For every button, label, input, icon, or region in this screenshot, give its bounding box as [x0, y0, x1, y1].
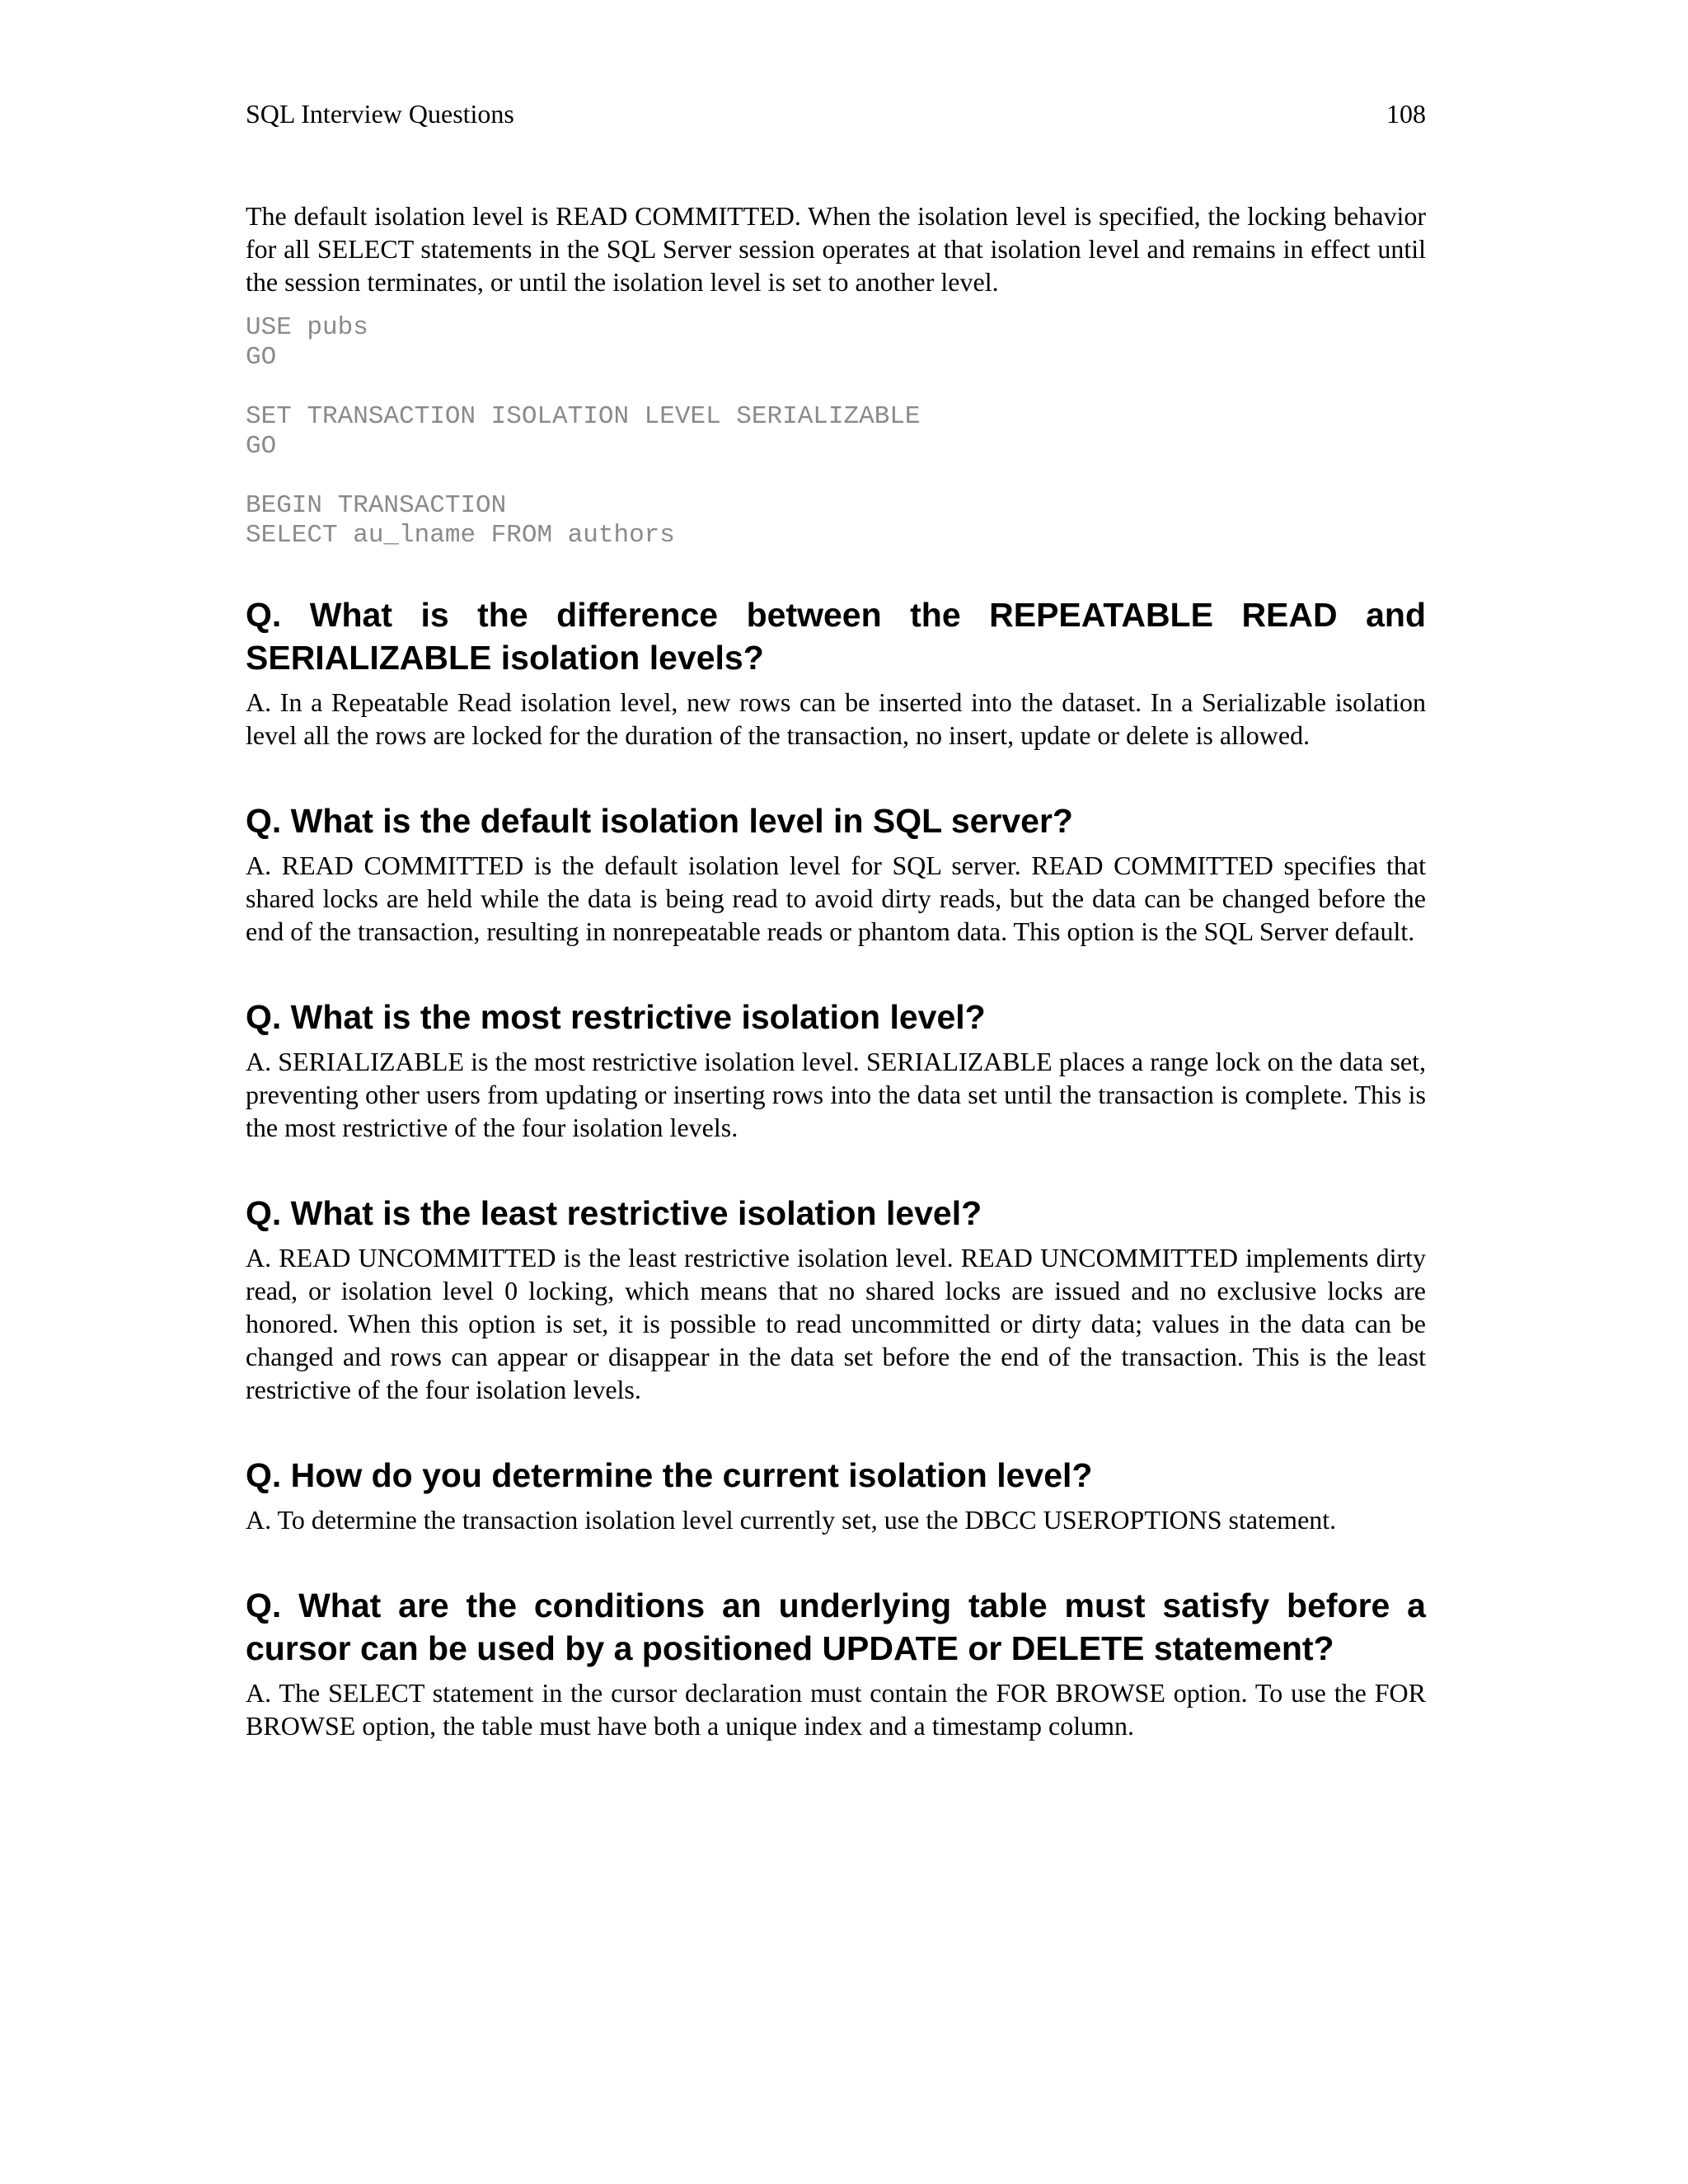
qa-item-current-isolation: [246, 1454, 1426, 1536]
qa-item-least-restrictive: [246, 1192, 1426, 1406]
question-heading: Q. What is the most restrictive isolation level?: [246, 998, 986, 1036]
qa-item-default-isolation: [246, 799, 1426, 948]
page-header: [246, 97, 1426, 130]
code-block: USE pubs GO SET TRANSACTION ISOLATION LEVEL SERIALIZABLE GO BEGIN TRANSACTION SELECT au_lname FROM authors: [246, 313, 921, 550]
answer-paragraph: A. SERIALIZABLE is the most restrictive isolation level. SERIALIZABLE places a range lock on the data set, preventing other users from updating or inserting rows into the data set until the transaction is complete. This is the most restrictive of the four isolation levels.: [246, 1047, 1426, 1142]
document-page: [246, 97, 1426, 1742]
qa-item-cursor-conditions: [246, 1584, 1426, 1742]
intro-paragraph: The default isolation level is READ COMMITTED. When the isolation level is specified, the locking behavior for all SELECT statements in the SQL Server session operates at that isolation level and remains in effect until the session terminates, or until the isolation level is set to another level.: [246, 201, 1426, 297]
qa-item-repeatable-vs-serializable: [246, 593, 1426, 752]
question-heading: Q. What is the default isolation level in SQL server?: [246, 802, 1073, 840]
answer-paragraph: A. In a Repeatable Read isolation level, new rows can be inserted into the dataset. In a Serializable isolation level all the rows are locked for the duration of the transaction, no insert, update or delete is allowed.: [246, 687, 1426, 750]
answer-paragraph: A. To determine the transaction isolation level currently set, use the DBCC USEROPTIONS statement.: [246, 1505, 1337, 1535]
qa-item-most-restrictive: [246, 996, 1426, 1144]
answer-paragraph: A. READ UNCOMMITTED is the least restrictive isolation level. READ UNCOMMITTED implements dirty read, or isolation level 0 locking, which means that no shared locks are issued and no exclusive locks are honored. When this option is set, it is possible to read uncommitted or dirty data; values in the data can be changed and rows can appear or disappear in the data set before the end of the transaction. This is the least restrictive of the four isolation levels.: [246, 1243, 1426, 1404]
question-heading: Q. What is the least restrictive isolation level?: [246, 1194, 982, 1232]
question-heading: Q. What are the conditions an underlying table must satisfy before a cursor can be used by a positioned UPDATE or DELETE statement?: [246, 1586, 1426, 1667]
answer-paragraph: A. READ COMMITTED is the default isolation level for SQL server. READ COMMITTED specifies that shared locks are held while the data is being read to avoid dirty reads, but the data can be changed before the end of the transaction, resulting in nonrepeatable reads or phantom data. This option is the SQL Server default.: [246, 851, 1426, 946]
question-heading: Q. How do you determine the current isolation level?: [246, 1456, 1093, 1494]
running-title: SQL Interview Questions: [246, 99, 514, 129]
question-heading: Q. What is the difference between the REPEATABLE READ and SERIALIZABLE isolation levels?: [246, 596, 1426, 677]
answer-paragraph: A. The SELECT statement in the cursor declaration must contain the FOR BROWSE option. To use the FOR BROWSE option, the table must have both a unique index and a timestamp column.: [246, 1678, 1426, 1741]
page-number: 108: [1386, 99, 1426, 129]
